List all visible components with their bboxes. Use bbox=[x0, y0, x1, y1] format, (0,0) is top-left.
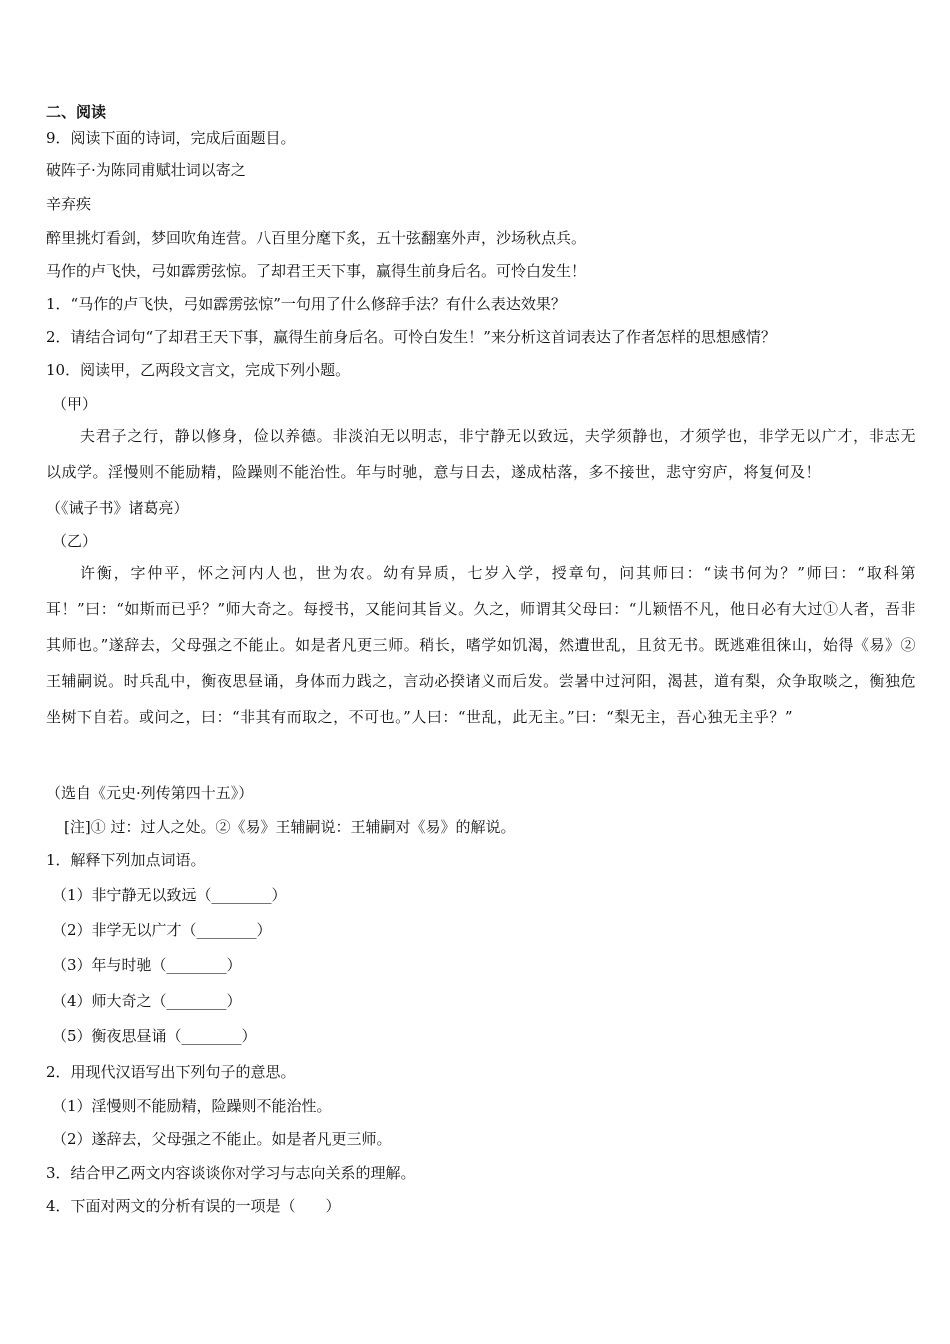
passage-note: [注]① 过：过人之处。②《易》王辅嗣说：王辅嗣对《易》的解说。 bbox=[64, 818, 516, 836]
passage-yi-text: 许衡，字仲平，怀之河内人也，世为农。幼有异质，七岁入学，授章句，问其师曰：“读书何为？”师曰：“取科第耳！”曰：“如斯而已乎？”师大奇之。每授书，又能问其旨义。久之，师谓其父母曰：“儿颖悟不凡，他日必有大过①人者，吾非其师也。”遂辞去，父母强之不能止。如是者凡更三师。稍长，嗜学如饥渴，然遭世乱，且贫无书。既逃难徂徕山，始得《易》②王辅嗣说。时兵乱中，衡夜思昼诵，身体而力践之，言动必揆诸义而后发。尝暑中过河阳，渴甚，道有梨，众争取啖之，衡独危坐树下自若。或问之，曰：“非其有而取之，不可也。”人曰：“世乱，此无主。”曰：“梨无主，吾心独无主乎？” bbox=[46, 564, 916, 726]
question-10-sub-2: 2．用现代汉语写出下列句子的意思。 bbox=[46, 1063, 296, 1081]
question-10-sub-3: 3．结合甲乙两文内容谈谈你对学习与志向关系的理解。 bbox=[46, 1164, 416, 1182]
poem-verse-1: 醉里挑灯看剑，梦回吹角连营。八百里分麾下炙，五十弦翻塞外声，沙场秋点兵。 bbox=[46, 229, 587, 247]
question-9-intro: 9．阅读下面的诗词，完成后面题目。 bbox=[46, 129, 296, 147]
sentence-item: （1）淫慢则不能励精，险躁则不能治性。 bbox=[52, 1097, 332, 1115]
passage-jia-label: （甲） bbox=[52, 395, 98, 413]
question-9-sub-2: 2．请结合词句“了却君王天下事，赢得生前身后名。可怜白发生！”来分析这首词表达了作者怎样的思想感情？ bbox=[46, 328, 776, 346]
question-9-sub-1: 1．“马作的卢飞快，弓如霹雳弦惊”一句用了什么修辞手法？有什么表达效果？ bbox=[46, 295, 566, 313]
poem-author: 辛弃疾 bbox=[46, 195, 92, 213]
question-10-sub-4: 4．下面对两文的分析有误的一项是（ ） bbox=[46, 1197, 341, 1215]
passage-yi-source: （选自《元史·列传第四十五》） bbox=[46, 784, 254, 802]
word-item: （3）年与时驰（________） bbox=[52, 956, 242, 974]
word-item: （5）衡夜思昼诵（________） bbox=[52, 1027, 257, 1045]
word-item: （1）非宁静无以致远（________） bbox=[52, 886, 287, 904]
question-10-sub-1: 1．解释下列加点词语。 bbox=[46, 851, 206, 869]
word-item: （4）师大奇之（________） bbox=[52, 992, 242, 1010]
passage-yi bbox=[46, 555, 916, 735]
poem-title: 破阵子·为陈同甫赋壮词以寄之 bbox=[46, 161, 246, 179]
passage-jia-source: （《诫子书》诸葛亮） bbox=[46, 499, 189, 517]
sentence-item: （2）遂辞去，父母强之不能止。如是者凡更三师。 bbox=[52, 1130, 392, 1148]
passage-jia-text: 夫君子之行，静以修身，俭以养德。非淡泊无以明志，非宁静无以致远，夫学须静也，才须学也，非学无以广才，非志无以成学。淫慢则不能励精，险躁则不能治性。年与时驰，意与日去，遂成枯落，多不接世，悲守穷庐，将复何及！ bbox=[46, 427, 916, 481]
passage-yi-label: （乙） bbox=[52, 532, 98, 550]
question-10-intro: 10．阅读甲，乙两段文言文，完成下列小题。 bbox=[46, 361, 351, 379]
section-title: 二、阅读 bbox=[46, 103, 107, 121]
poem-verse-2: 马作的卢飞快，弓如霹雳弦惊。了却君王天下事，赢得生前身后名。可怜白发生！ bbox=[46, 262, 587, 280]
passage-jia bbox=[46, 418, 916, 490]
word-item: （2）非学无以广才（________） bbox=[52, 921, 272, 939]
